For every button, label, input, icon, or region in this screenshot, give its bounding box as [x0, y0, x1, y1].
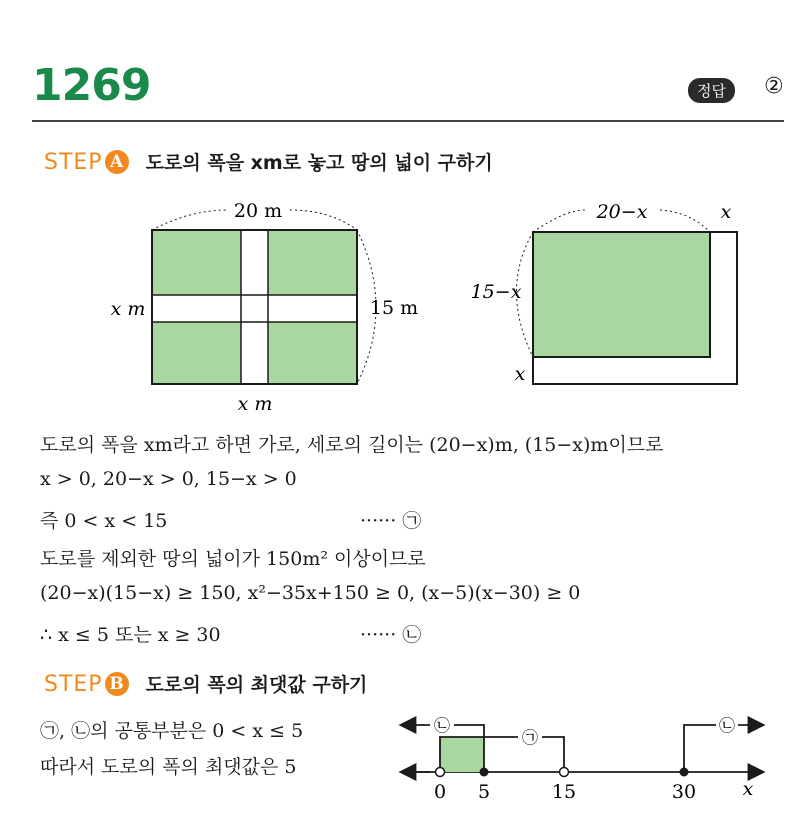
conclusion-line-1: ㉠, ㉡의 공통부분은 0 < x ≤ 5 — [40, 720, 304, 742]
axis-label-x: x — [742, 778, 754, 800]
tick-15: 15 — [551, 781, 577, 803]
tick-30: 30 — [671, 781, 697, 803]
fig1-bottom-label: x m — [237, 393, 273, 415]
solution-line-1: 도로의 폭을 xm라고 하면 가로, 세로의 길이는 (20−x)m, (15−x)m이므로 — [40, 434, 664, 456]
tick-5: 5 — [477, 781, 491, 803]
step-b-title: 도로의 폭의 최댓값 구하기 — [145, 674, 368, 696]
tag-nieun-right: ㉡ — [718, 716, 736, 735]
answer-value: ② — [764, 74, 784, 99]
number-line — [390, 705, 790, 835]
fig1-top-label: 20 m — [233, 200, 283, 222]
figures — [0, 190, 797, 420]
solution-line-4: 도로를 제외한 땅의 넓이가 150m² 이상이므로 — [40, 548, 426, 570]
step-b-header — [44, 670, 367, 697]
fig2-top-right-label: x — [720, 201, 732, 223]
figure-merged — [471, 201, 737, 385]
point-0-open — [436, 768, 445, 777]
figure-cross-road — [111, 200, 419, 415]
header-divider — [32, 120, 784, 122]
point-15-open — [560, 768, 569, 777]
marker-giyeok: ······ ㉠ — [360, 510, 422, 532]
problem-number: 1269 — [32, 60, 151, 111]
step-a-title: 도로의 폭을 xm로 놓고 땅의 넓이 구하기 — [145, 152, 493, 174]
answer-badge: 정답 — [688, 78, 735, 103]
step-a-letter: A — [105, 150, 129, 174]
fig2-left-label: 15−x — [470, 281, 522, 303]
solution-line-2: x > 0, 20−x > 0, 15−x > 0 — [40, 468, 297, 490]
step-b-letter: B — [105, 672, 129, 696]
tag-giyeok: ㉠ — [521, 728, 539, 747]
point-30-closed — [680, 768, 689, 777]
fig1-right-label: 15 m — [369, 297, 419, 319]
fig2-bottom-left-label: x — [514, 363, 526, 385]
solution-line-3: 즉 0 < x < 15 — [40, 510, 168, 532]
tick-0: 0 — [433, 781, 447, 803]
step-b-label: STEP — [44, 672, 103, 697]
tag-nieun-left: ㉡ — [433, 716, 451, 735]
step-a-header — [44, 148, 493, 175]
solution-line-6: ∴ x ≤ 5 또는 x ≥ 30 — [40, 624, 221, 646]
point-5-closed — [480, 768, 489, 777]
fig1-left-label: x m — [110, 298, 146, 320]
solution-line-5: (20−x)(15−x) ≥ 150, x²−35x+150 ≥ 0, (x−5)(x−30) ≥ 0 — [40, 582, 581, 604]
marker-nieun: ······ ㉡ — [360, 624, 422, 646]
common-region — [440, 737, 484, 772]
fig2-top-label: 20−x — [596, 201, 648, 223]
step-a-label: STEP — [44, 150, 103, 175]
conclusion-line-2: 따라서 도로의 폭의 최댓값은 5 — [40, 756, 297, 778]
